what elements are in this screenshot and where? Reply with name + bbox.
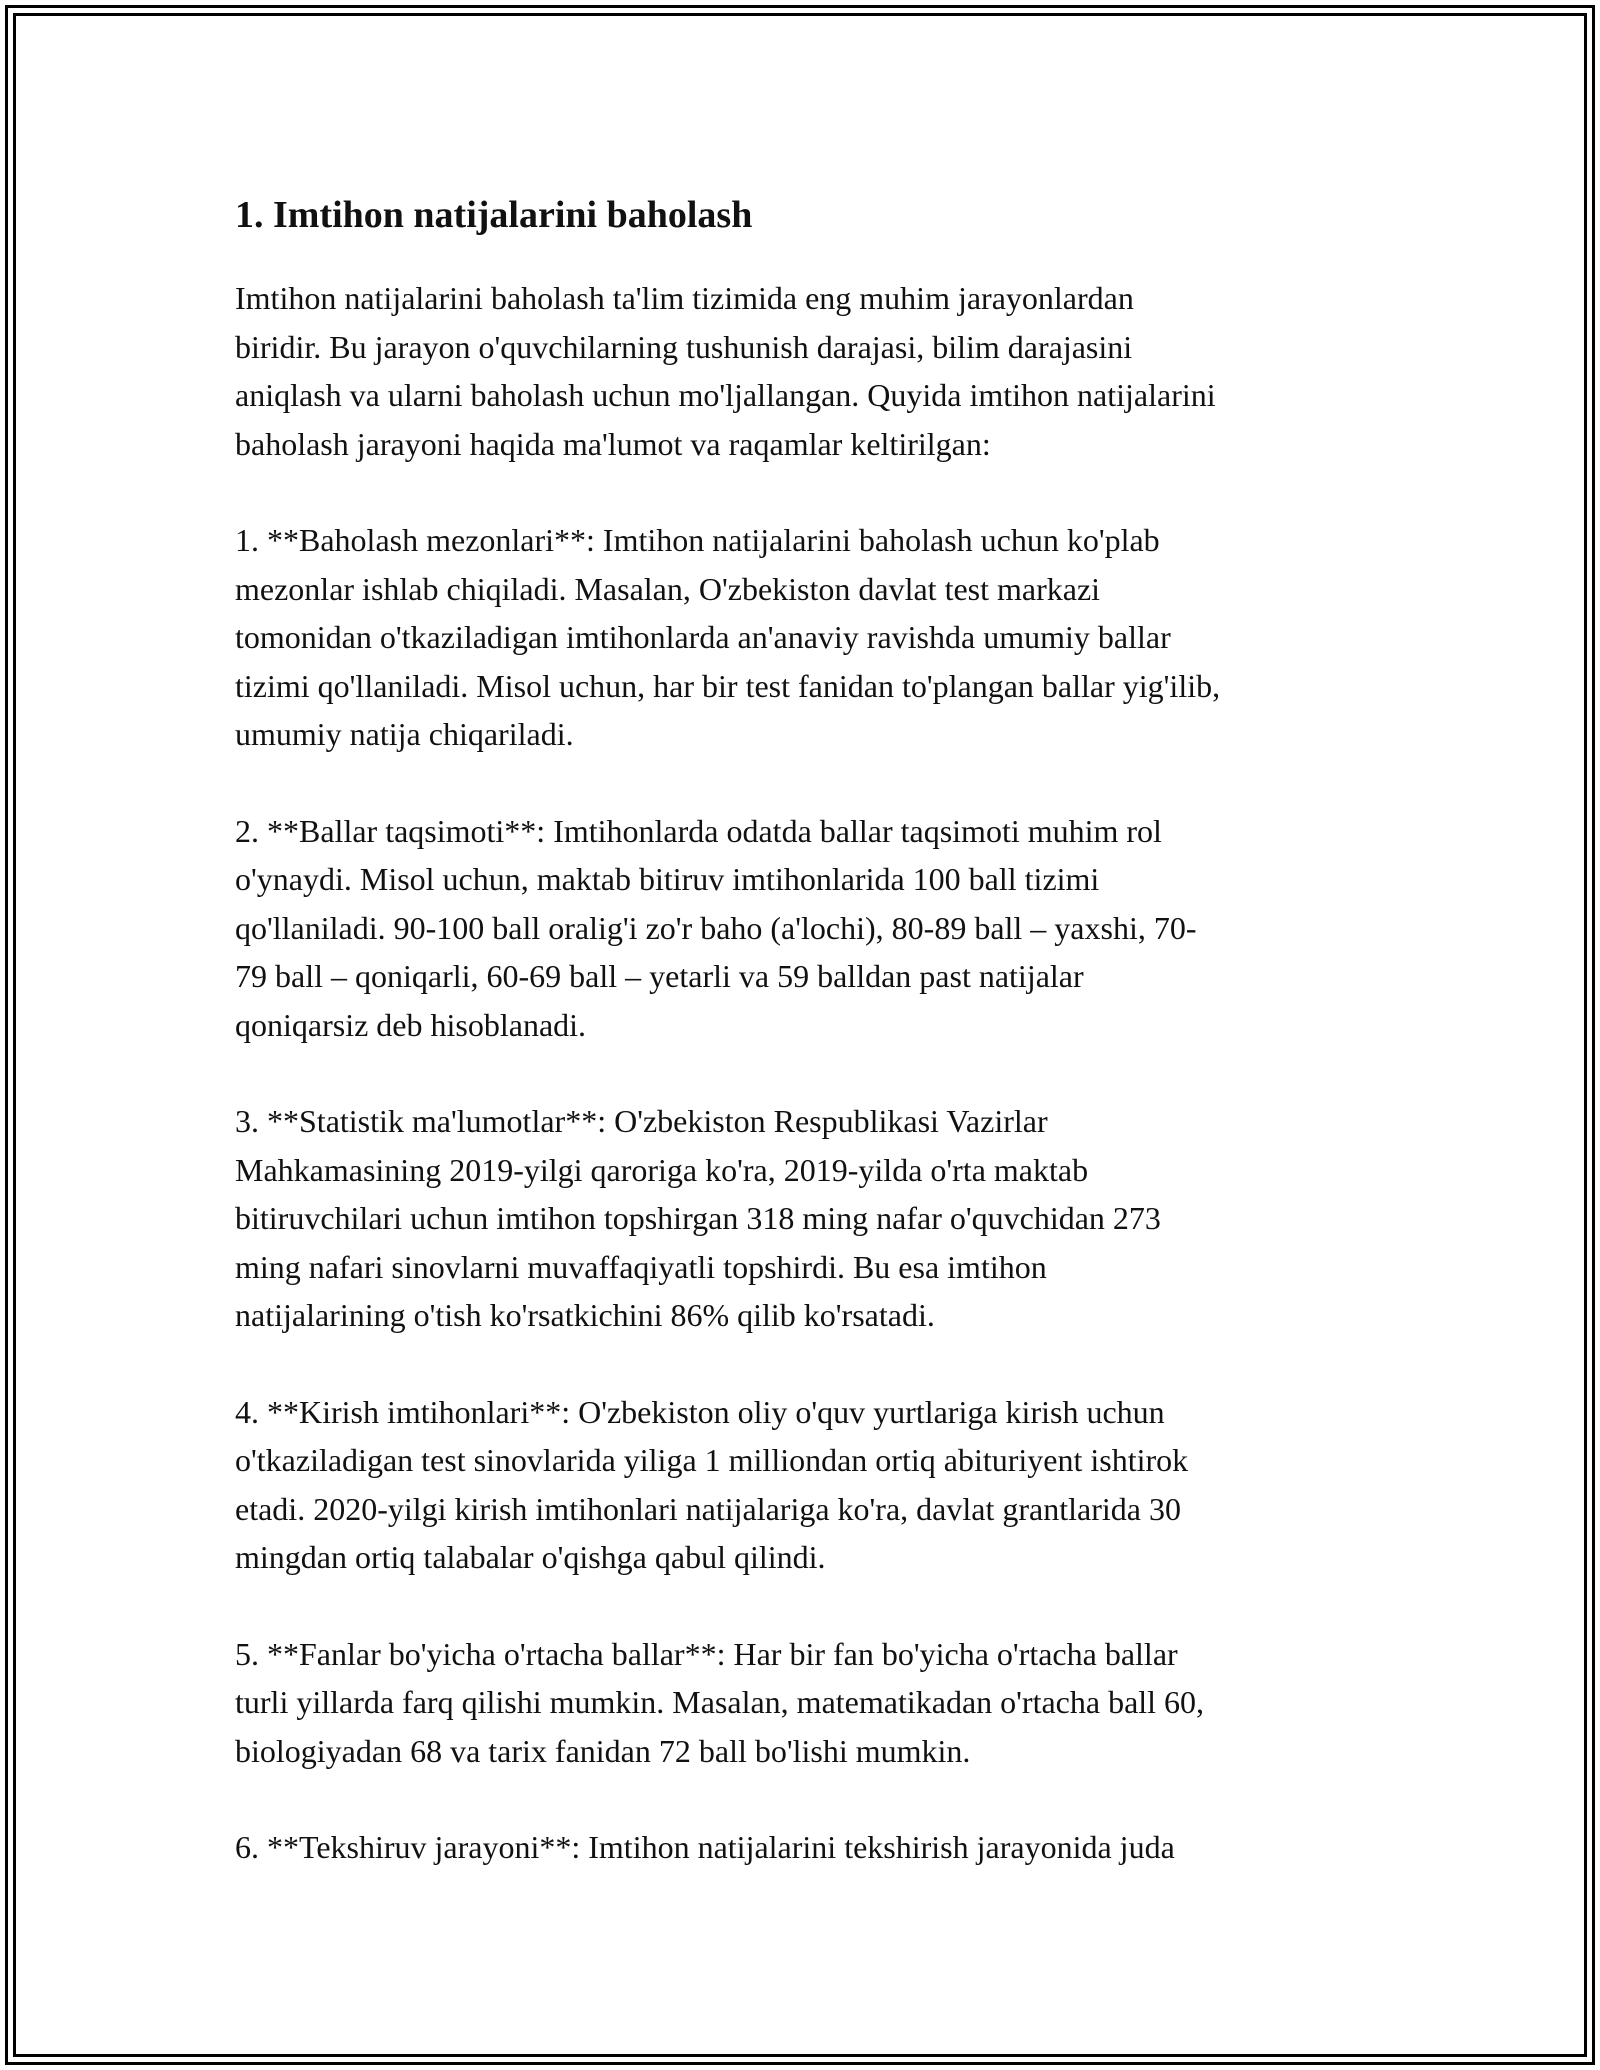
paragraph-intro: Imtihon natijalarini baholash ta'lim tizimida eng muhim jarayonlardan biridir. Bu jarayon o'quvchilarning tushunish darajasi, bilim darajasini aniqlash va ularni baholash uchun mo'ljallangan. Quyida imtihon natijalarini baholash jarayoni haqida ma'lumot va raqamlar keltirilgan: [235,280,1216,462]
document-body [235,186,1365,1920]
section-heading: 1. Imtihon natijalarini baholash [235,194,753,236]
paragraph-item-6: 6. **Tekshiruv jarayoni**: Imtihon natijalarini tekshirish jarayonida juda [235,1829,1175,1865]
paragraph-item-3: 3. **Statistik ma'lumotlar**: O'zbekiston Respublikasi Vazirlar Mahkamasining 2019-yilgi qaroriga ko'ra, 2019-yilda o'rta maktab bitiruvchilari uchun imtihon topshirgan 318 ming nafar o'quvchidan 273 ming nafari sinovlarni muvaffaqiyatli topshirdi. Bu esa imtihon natijalarining o'tish ko'rsatkichini 86% qilib ko'rsatadi. [235,1103,1161,1333]
paragraph-item-2: 2. **Ballar taqsimoti**: Imtihonlarda odatda ballar taqsimoti muhim rol o'ynaydi. Misol uchun, maktab bitiruv imtihonlarida 100 ball tizimi qo'llaniladi. 90-100 ball oralig'i zo'r baho (a'lochi), 80-89 ball – yaxshi, 70- 79 ball – qoniqarli, 60-69 ball – yetarli va 59 balldan past natijalar qoniqarsiz deb hisoblanadi. [235,812,1197,1043]
paragraph-item-1: 1. **Baholash mezonlari**: Imtihon natijalarini baholash uchun ko'plab mezonlar ishlab chiqiladi. Masalan, O'zbekiston davlat test markazi tomonidan o'tkaziladigan imtihonlarda an'anaviy ravishda umumiy ballar tizimi qo'llaniladi. Misol uchun, har bir test fanidan to'plangan ballar yig'ilib, umumiy natija chiqariladi. [235,522,1221,752]
paragraph-item-5: 5. **Fanlar bo'yicha o'rtacha ballar**: Har bir fan bo'yicha o'rtacha ballar turli yillarda farq qilishi mumkin. Masalan, matematikadan o'rtacha ball 60, biologiyadan 68 va tarix fanidan 72 ball bo'lishi mumkin. [235,1635,1205,1769]
paragraph-item-4: 4. **Kirish imtihonlari**: O'zbekiston oliy o'quv yurtlariga kirish uchun o'tkaziladigan test sinovlarida yiliga 1 milliondan ortiq abituriyent ishtirok etadi. 2020-yilgi kirish imtihonlari natijalariga ko'ra, davlat grantlarida 30 mingdan ortiq talabalar o'qishga qabul qilindi. [235,1393,1189,1575]
